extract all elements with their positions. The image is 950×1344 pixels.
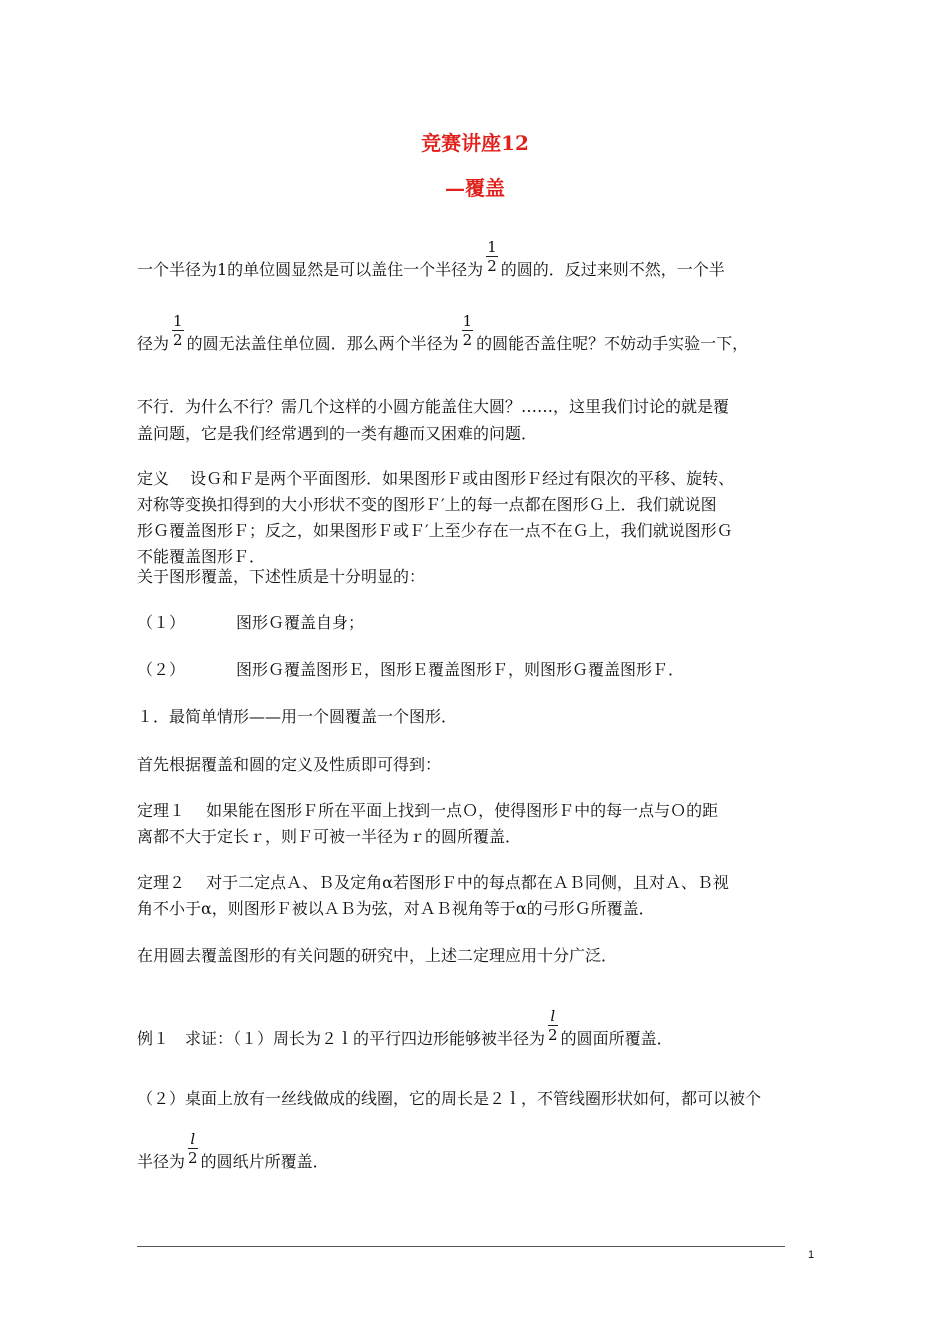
property-2: [137, 659, 684, 681]
definition-line-4: 不能覆盖图形Ｆ．: [137, 547, 266, 566]
footer-divider: [137, 1246, 785, 1247]
intro-line-4: 盖问题，它是我们经常遇到的一类有趣而又困难的问题．: [137, 424, 538, 443]
intro-line-3: 不行．为什么不行？需几个这样的小圆方能盖住大圆？……，这里我们讨论的就是覆: [137, 397, 730, 416]
example-1-line-2: （２）桌面上放有一丝线做成的线圈，它的周长是２ｌ，不管线圈形状如何，都可以被个: [137, 1089, 762, 1108]
fraction-l-half: $\frac{l}{2}$: [188, 1130, 198, 1167]
text-span: 的圆无法盖住单位圆．那么两个半径为: [186, 334, 459, 353]
list-number: （２）: [137, 660, 186, 679]
text-span: 径为: [137, 334, 170, 353]
definition-line-3: 形Ｇ覆盖图形Ｆ；反之，如果图形Ｆ或Ｆ′上至少存在一点不在Ｇ上，我们就说图形Ｇ: [137, 521, 733, 540]
text-span: 的圆面所覆盖．: [560, 1029, 673, 1048]
example-1-line-1: [137, 1007, 673, 1058]
section-heading-1: １．最简单情形——用一个圆覆盖一个图形．: [137, 707, 458, 726]
section-intro: 首先根据覆盖和圆的定义及性质即可得到：: [137, 755, 442, 774]
example-1-line-3: [137, 1130, 329, 1181]
definition-line-2: 对称等变换扣得到的大小形状不变的图形Ｆ′上的每一点都在图形Ｇ上．我们就说图: [137, 495, 717, 514]
theorem-1-line-2: 离都不大于定长ｒ，则Ｆ可被一半径为ｒ的圆所覆盖．: [137, 827, 522, 846]
text-span: 半径为: [137, 1152, 186, 1171]
intro-line-1: [137, 238, 725, 289]
theorem-1-line-1: 定理１ 如果能在图形Ｆ所在平面上找到一点Ｏ，使得图形Ｆ中的每一点与Ｏ的距: [137, 801, 719, 820]
properties-intro: 关于图形覆盖，下述性质是十分明显的：: [137, 567, 426, 586]
fraction-half: $\frac{1}{2}$: [487, 238, 497, 275]
fraction-half: $\frac{1}{2}$: [462, 312, 473, 349]
lecture-subtitle: —覆盖: [445, 176, 505, 200]
text-span: 的圆的．反过来则不然，一个半: [500, 260, 725, 279]
theorem-2-line-2: 角不小于α，则图形Ｆ被以ＡＢ为弦，对ＡＢ视角等于α的弓形Ｇ所覆盖．: [137, 899, 655, 918]
text-span: 的圆纸片所覆盖．: [200, 1152, 329, 1171]
text-span: 例１ 求证：（１）周长为２ｌ的平行四边形能够被半径为: [137, 1029, 546, 1048]
fraction-l-half: $\frac{l}{2}$: [548, 1007, 558, 1044]
page-number: 1: [808, 1249, 815, 1261]
intro-line-2: [137, 312, 749, 363]
definition-line-1: 定义 设Ｇ和Ｆ是两个平面图形．如果图形Ｆ或由图形Ｆ经过有限次的平移、旋转、: [137, 469, 735, 488]
text-span: 的圆能否盖住呢？不妨动手实验一下，: [476, 334, 749, 353]
lecture-title: 竞赛讲座12: [421, 131, 529, 155]
list-number: （１）: [137, 613, 186, 632]
application-note: 在用圆去覆盖图形的有关问题的研究中，上述二定理应用十分广泛．: [137, 946, 618, 965]
fraction-half: $\frac{1}{2}$: [173, 312, 183, 349]
text-span: 一个半径为1的单位圆显然是可以盖住一个半径为: [137, 260, 484, 279]
property-1: [137, 612, 364, 634]
theorem-2-line-1: 定理２ 对于二定点Ａ、Ｂ及定角α若图形Ｆ中的每点都在ＡＢ同侧，且对Ａ、Ｂ视: [137, 873, 729, 892]
list-text: 图形Ｇ覆盖自身；: [236, 613, 365, 632]
list-text: 图形Ｇ覆盖图形Ｅ，图形Ｅ覆盖图形Ｆ，则图形Ｇ覆盖图形Ｆ．: [236, 660, 685, 679]
